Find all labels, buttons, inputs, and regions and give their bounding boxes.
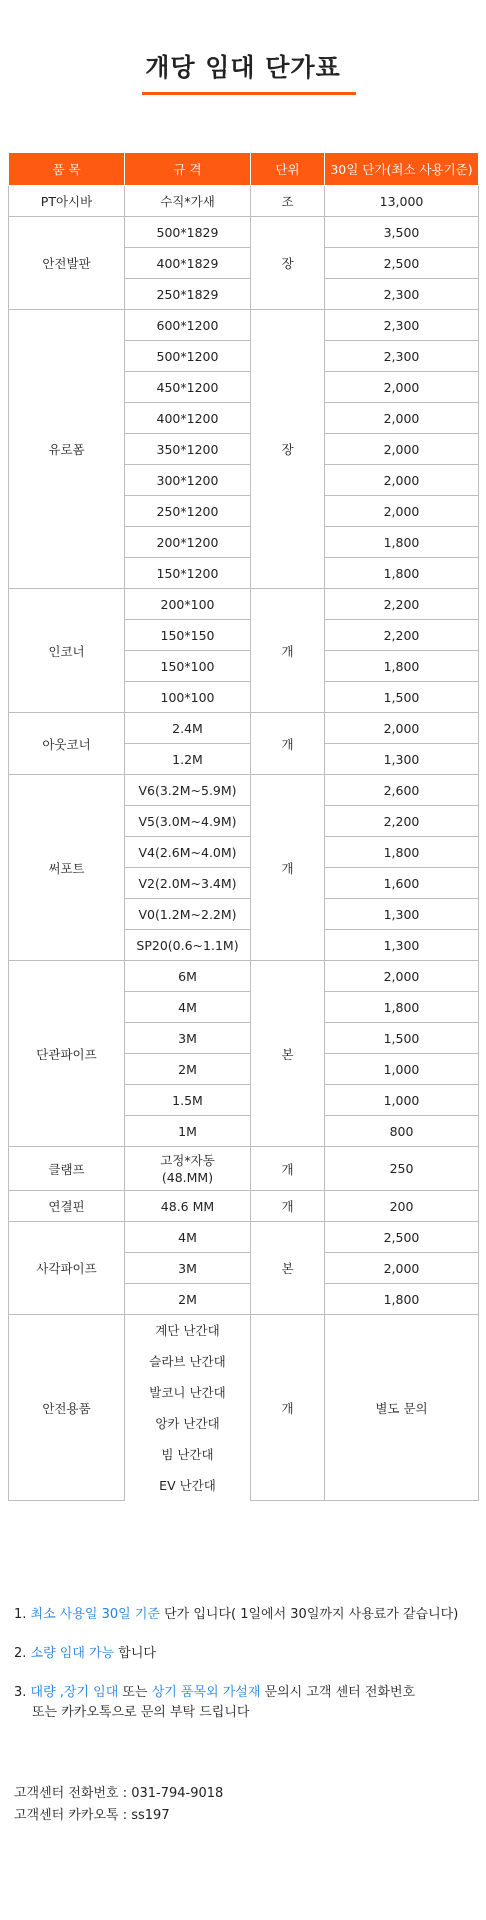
item-spec: 600*1200 xyxy=(125,310,251,341)
item-spec: 4M xyxy=(125,992,251,1023)
table-row xyxy=(9,1315,479,1346)
item-spec: 200*1200 xyxy=(125,527,251,558)
item-unit: 개 xyxy=(251,713,325,775)
item-spec: 2.4M xyxy=(125,713,251,744)
item-spec: 1M xyxy=(125,1116,251,1147)
contact-phone: 고객센터 전화번호 : 031-794-9018 xyxy=(14,1786,224,1801)
item-name: 안전발판 xyxy=(9,217,125,310)
item-spec: 6M xyxy=(125,961,251,992)
note-text: 합니다 xyxy=(114,1646,156,1661)
item-spec: 150*100 xyxy=(125,651,251,682)
note-text: 단가 입니다( 1일에서 30일까지 사용료가 같습니다) xyxy=(159,1607,459,1622)
item-spec: V6(3.2M~5.9M) xyxy=(125,775,251,806)
item-spec: 고정*자동 (48.MM) xyxy=(125,1147,251,1191)
item-spec: 3M xyxy=(125,1023,251,1054)
note-text-line2: 또는 카카오톡으로 문의 부탁 드립니다 xyxy=(32,1705,250,1720)
note-number: 1. xyxy=(14,1607,27,1622)
item-spec: 200*100 xyxy=(125,589,251,620)
item-name: 인코너 xyxy=(9,589,125,713)
item-price: 1,800 xyxy=(325,527,479,558)
item-spec: V0(1.2M~2.2M) xyxy=(125,899,251,930)
item-price: 2,300 xyxy=(325,310,479,341)
item-price: 1,600 xyxy=(325,868,479,899)
note-text: 문의시 고객 센터 전화번호 xyxy=(260,1685,416,1700)
item-name: 연결핀 xyxy=(9,1191,125,1222)
item-price: 1,500 xyxy=(325,682,479,713)
header-item: 품 목 xyxy=(9,153,125,186)
item-price: 별도 문의 xyxy=(325,1315,479,1501)
table-body xyxy=(9,186,479,1501)
item-unit: 장 xyxy=(251,310,325,589)
note-2 xyxy=(14,1644,474,1664)
item-spec: 1.5M xyxy=(125,1085,251,1116)
table-row xyxy=(9,310,479,341)
item-spec: 500*1829 xyxy=(125,217,251,248)
item-price: 250 xyxy=(325,1147,479,1191)
item-spec: 250*1200 xyxy=(125,496,251,527)
note-number: 2. xyxy=(14,1646,27,1661)
item-name: 아웃코너 xyxy=(9,713,125,775)
item-price: 2,000 xyxy=(325,372,479,403)
note-highlight: 소량 임대 가능 xyxy=(30,1646,115,1661)
item-price: 2,000 xyxy=(325,713,479,744)
item-unit: 개 xyxy=(251,589,325,713)
table-row xyxy=(9,217,479,248)
item-unit: 개 xyxy=(251,1315,325,1501)
item-price: 1,800 xyxy=(325,1284,479,1315)
item-unit: 장 xyxy=(251,217,325,310)
note-highlight: 최소 사용일 30일 기준 xyxy=(30,1607,160,1622)
item-price: 1,000 xyxy=(325,1085,479,1116)
header-price: 30일 단가(최소 사용기준) xyxy=(325,153,479,186)
item-price: 1,800 xyxy=(325,651,479,682)
item-spec: 2M xyxy=(125,1054,251,1085)
item-spec: 150*1200 xyxy=(125,558,251,589)
item-price: 1,300 xyxy=(325,744,479,775)
item-price: 2,500 xyxy=(325,248,479,279)
item-price: 800 xyxy=(325,1116,479,1147)
item-unit: 본 xyxy=(251,1222,325,1315)
note-highlight: 대량 ,장기 임대 xyxy=(30,1685,119,1700)
item-spec: 발코니 난간대 xyxy=(125,1377,251,1408)
item-spec: 빔 난간대 xyxy=(125,1439,251,1470)
title-wrap xyxy=(0,48,486,90)
item-price: 2,000 xyxy=(325,403,479,434)
item-spec: 250*1829 xyxy=(125,279,251,310)
item-price: 2,200 xyxy=(325,589,479,620)
title-underline xyxy=(142,92,356,95)
table-row xyxy=(9,1147,479,1191)
item-price: 1,800 xyxy=(325,992,479,1023)
item-spec: 400*1829 xyxy=(125,248,251,279)
item-spec: 4M xyxy=(125,1222,251,1253)
item-price: 2,500 xyxy=(325,1222,479,1253)
item-name: 단관파이프 xyxy=(9,961,125,1147)
item-spec: 3M xyxy=(125,1253,251,1284)
contact-kakao: 고객센터 카카오톡 : ss197 xyxy=(14,1808,170,1823)
page-title: 개당 임대 단가표 xyxy=(145,53,341,82)
item-spec: 300*1200 xyxy=(125,465,251,496)
item-name: 사각파이프 xyxy=(9,1222,125,1315)
item-name: 안전용품 xyxy=(9,1315,125,1501)
item-price: 2,000 xyxy=(325,465,479,496)
item-spec: 48.6 MM xyxy=(125,1191,251,1222)
item-price: 1,800 xyxy=(325,558,479,589)
item-price: 1,300 xyxy=(325,930,479,961)
table-row xyxy=(9,775,479,806)
item-spec: 500*1200 xyxy=(125,341,251,372)
price-table xyxy=(8,152,479,1501)
item-spec: 앙카 난간대 xyxy=(125,1408,251,1439)
item-unit: 조 xyxy=(251,186,325,217)
item-name: 유로폼 xyxy=(9,310,125,589)
item-price: 2,000 xyxy=(325,1253,479,1284)
item-price: 2,300 xyxy=(325,341,479,372)
item-spec: 1.2M xyxy=(125,744,251,775)
item-price: 2,300 xyxy=(325,279,479,310)
item-unit: 개 xyxy=(251,1147,325,1191)
note-text: 또는 xyxy=(118,1685,152,1700)
item-price: 1,300 xyxy=(325,899,479,930)
table-row xyxy=(9,713,479,744)
header-spec: 규 격 xyxy=(125,153,251,186)
item-price: 1,500 xyxy=(325,1023,479,1054)
item-price: 13,000 xyxy=(325,186,479,217)
table-row xyxy=(9,1191,479,1222)
item-spec: 2M xyxy=(125,1284,251,1315)
item-spec: 400*1200 xyxy=(125,403,251,434)
item-unit: 개 xyxy=(251,1191,325,1222)
item-price: 2,200 xyxy=(325,620,479,651)
table-row xyxy=(9,186,479,217)
item-spec: V5(3.0M~4.9M) xyxy=(125,806,251,837)
notes xyxy=(14,1605,474,1742)
item-spec: V4(2.6M~4.0M) xyxy=(125,837,251,868)
table-row xyxy=(9,961,479,992)
item-spec: SP20(0.6~1.1M) xyxy=(125,930,251,961)
note-1 xyxy=(14,1605,474,1625)
note-highlight: 상기 품목외 가설재 xyxy=(151,1685,261,1700)
item-price: 2,000 xyxy=(325,434,479,465)
item-price: 2,200 xyxy=(325,806,479,837)
item-spec: 100*100 xyxy=(125,682,251,713)
item-unit: 본 xyxy=(251,961,325,1147)
table-row xyxy=(9,589,479,620)
item-spec: 450*1200 xyxy=(125,372,251,403)
item-price: 1,000 xyxy=(325,1054,479,1085)
item-name: 클램프 xyxy=(9,1147,125,1191)
item-price: 2,000 xyxy=(325,961,479,992)
table-header-row xyxy=(9,153,479,186)
item-spec: 수직*가새 xyxy=(125,186,251,217)
item-price: 2,600 xyxy=(325,775,479,806)
item-spec: V2(2.0M~3.4M) xyxy=(125,868,251,899)
item-spec: EV 난간대 xyxy=(125,1470,251,1501)
item-price: 200 xyxy=(325,1191,479,1222)
item-spec: 350*1200 xyxy=(125,434,251,465)
item-price: 1,800 xyxy=(325,837,479,868)
item-spec: 슬라브 난간대 xyxy=(125,1346,251,1377)
contact-info xyxy=(14,1783,223,1827)
item-name: PT아시바 xyxy=(9,186,125,217)
note-3 xyxy=(14,1683,474,1723)
item-price: 2,000 xyxy=(325,496,479,527)
item-unit: 개 xyxy=(251,775,325,961)
item-spec: 계단 난간대 xyxy=(125,1315,251,1346)
note-number: 3. xyxy=(14,1685,27,1700)
item-price: 3,500 xyxy=(325,217,479,248)
item-name: 써포트 xyxy=(9,775,125,961)
header-unit: 단위 xyxy=(251,153,325,186)
table-row xyxy=(9,1222,479,1253)
item-spec: 150*150 xyxy=(125,620,251,651)
